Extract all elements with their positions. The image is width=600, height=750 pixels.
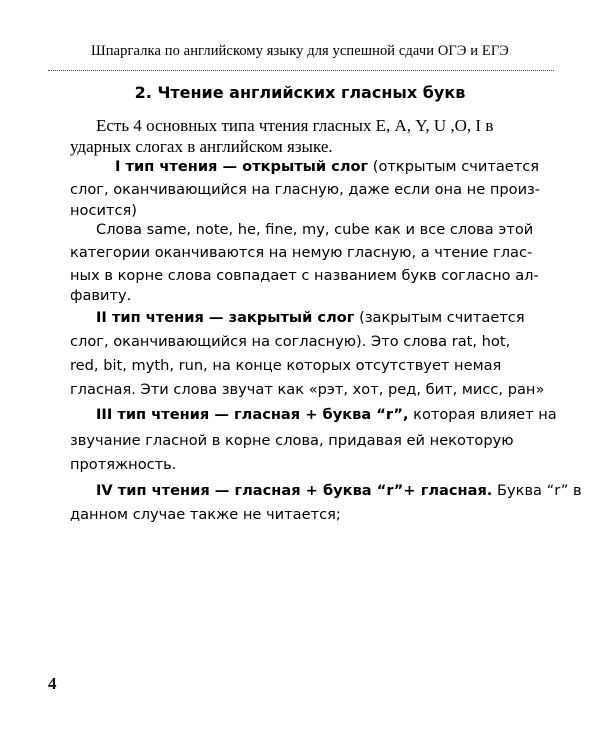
type4-line-1 bbox=[96, 481, 582, 501]
intro-line-2: ударных слогах в английском языке. bbox=[70, 137, 333, 156]
examples-line-1: Слова same, note, he, fine, my, cube как и все слова этой bbox=[96, 221, 534, 238]
type4-line-1-text: Буква “r” в bbox=[492, 482, 582, 499]
type2-line-2: слог, оканчивающийся на согласную). Это слова rat, hot, bbox=[70, 333, 511, 350]
type3-line-1 bbox=[96, 405, 557, 425]
section-title: 2. Чтение английских гласных букв bbox=[134, 83, 466, 102]
intro-line-1: Есть 4 основных типа чтения гласных Е, А, Y, U ,O, I в bbox=[96, 116, 494, 135]
type1-line-2: слог, оканчивающийся на гласную, даже если она не произ- bbox=[70, 181, 541, 198]
examples-line-4: фавиту. bbox=[70, 287, 132, 304]
type3-line-3: протяжность. bbox=[70, 456, 177, 473]
examples-line-3: ных в корне слова совпадает с названием букв согласно ал- bbox=[70, 267, 539, 284]
type4-heading: IV тип чтения — гласная + буква “r”+ гласная. bbox=[96, 482, 493, 499]
type1-line-3: носится) bbox=[70, 202, 137, 219]
type3-heading: III тип чтения — гласная + буква “r”, bbox=[96, 406, 409, 423]
type2-line-4: гласная. Эти слова звучат как «рэт, хот, ред, бит, мисс, ран» bbox=[70, 381, 545, 398]
running-header: Шпаргалка по английскому языку для успешной сдачи ОГЭ и ЕГЭ bbox=[91, 43, 509, 59]
type1-line-1-text: (открытым считается bbox=[368, 158, 540, 175]
type2-line-1-text: (закрытым считается bbox=[354, 309, 525, 326]
type2-line-3: red, bit, myth, run, на конце которых отсутствует немая bbox=[70, 357, 502, 374]
type3-line-2: звучание гласной в корне слова, придавая ей некоторую bbox=[70, 432, 514, 449]
type2-line-1 bbox=[96, 308, 525, 328]
page-number: 4 bbox=[48, 674, 57, 693]
type4-line-2: данном случае также не читается; bbox=[70, 506, 341, 523]
type1-heading: I тип чтения — открытый слог bbox=[115, 158, 369, 175]
header-divider bbox=[48, 70, 554, 71]
type2-heading: II тип чтения — закрытый слог bbox=[96, 309, 355, 326]
examples-line-2: категории оканчиваются на немую гласную, а чтение глас- bbox=[70, 244, 533, 261]
type3-line-1-text: которая влияет на bbox=[408, 406, 557, 423]
type1-line-1 bbox=[115, 157, 539, 177]
